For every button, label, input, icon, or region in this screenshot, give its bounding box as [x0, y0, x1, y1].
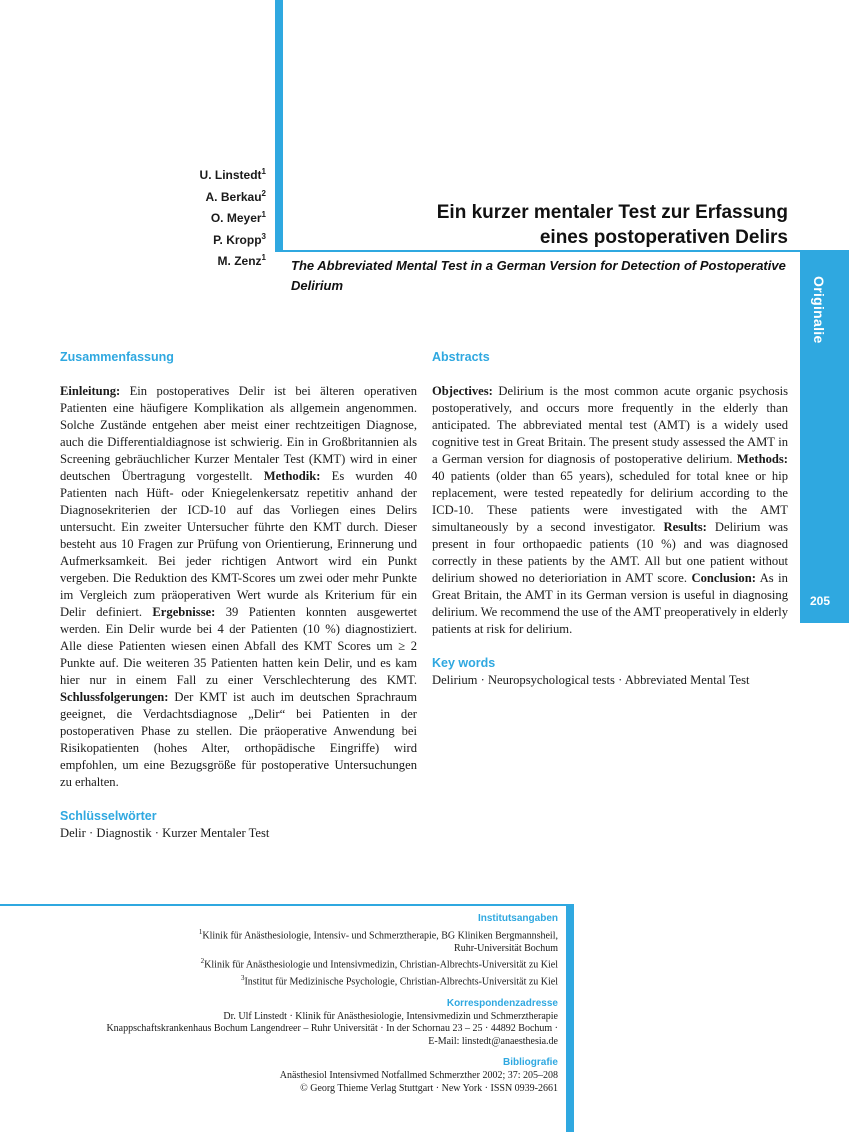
author: M. Zenz$^1$: [217, 253, 266, 268]
correspondence-email: E-Mail: linstedt@anaesthesia.de: [428, 1035, 558, 1047]
title-line: eines postoperativen Delirs: [539, 227, 788, 248]
zusammenfassung-text: Einleitung: Ein postoperatives Delir ist bei älteren operativen Patienten eine häufigere Komplikation als allgemein angenommen. Solche Zustände entgehen aber meist einer rechtzeitigen Diagnose, auch die Differentialdiagnose ist schwierig. Ein in Großbritannien als Screening gebräuchlicher Kurzer Mentaler Test (KMT) wird in einer deutschen Übertragung vorgestellt. Methodik: Es wurden 40 Patienten nach Hüft- oder Kniegelenkersatz repetitiv anhand der Diagnosekriterien der ICD-10 auf das Vorliegen eines Delirs untersucht. Ein zweiter Untersucher führte den KMT durch. Dieser besteht aus 10 Fragen zur Prüfung von Orientierung, Erinnerung und Aufmerksamkeit. Bei jeder richtigen Antwort wird ein Punkt vergeben. Die Reduktion des KMT-Scores um zwei oder mehr Punkte im Vergleich zum präoperativen Wert wurde als Kriterium für ein Delir definiert. Ergebnisse: 39 Patienten konnten ausgewertet werden. Ein Delir wurde bei 4 der Patienten (10 %) diagnostiziert. Alle diese Patienten wiesen einen Abfall des KMT Scores um ≥ 2 Punkte auf. Die weiteren 35 Patienten hatten kein Delir, und es kam hier nur in einem Fall zu einer Verschlechterung des KMT. Schlussfolgerungen: Der KMT ist auch im deutschen Sprachraum geeignet, die Verdachtsdiagnose „Delir“ bei Patienten in der postoperativen Phase zu stellen. Die präoperative Anwendung bei Risikopatienten (hohes Alter, orthopädische Eingriffe) wird empfohlen, um eine Bezugsgröße für postoperative Untersuchungen zu erhalten.: [60, 384, 418, 789]
article-footer: [18, 913, 558, 1095]
author: P. Kropp$^3$: [213, 231, 266, 247]
institutions-heading: Institutsangaben: [477, 913, 558, 924]
abstracts-heading: Abstracts: [432, 350, 490, 364]
article-subtitle: The Abbreviated Mental Test in a German Version for Detection of Postoperative Delirium: [291, 258, 786, 293]
copyright-line: © Georg Thieme Verlag Stuttgart · New York · ISSN 0939-2661: [300, 1082, 558, 1094]
article-title: [300, 200, 788, 250]
schluesselwoerter-text: Delir · Diagnostik · Kurzer Mentaler Test: [60, 826, 270, 840]
abstract-text: Objectives: Delirium is the most common acute organic psychosis postoperatively, and occurs more frequently in the elderly than anticipated. The abbreviated mental test (AMT) is a widely used cognitive test in Great Britain. The present study assessed the AMT in a German version for diagnosis of postoperative delirium. Methods: 40 patients (older than 65 years), scheduled for total knee or hip replacement, were tested repeatedly for delirium according to the ICD-10. These patients were investigated with the AMT simultaneously by a second investigator. Results: Delirium was present in four orthopaedic patients (10 %) and was diagnosed correctly in these patients by the AMT. All but one patient without delirium showed no deterioriation in AMT score. Conclusion: As in Great Britain, the AMT in its German version is useful in diagnosing delirium. We recommend the use of the AMT preoperatively in elderly patients at risk for delirium.: [432, 384, 788, 636]
section-label: Originalie: [811, 276, 827, 344]
institution-line: $^3$Institut für Medizinische Psychologie, Christian-Albrechts-Universität zu Kiel: [240, 974, 558, 988]
zusammenfassung-heading: Zusammenfassung: [60, 350, 174, 364]
schluesselwoerter-heading: Schlüsselwörter: [60, 809, 157, 823]
citation-line: Anästhesiol Intensivmed Notfallmed Schmerzther 2002; 37: 205–208: [279, 1069, 558, 1081]
keywords-heading: Key words: [432, 656, 496, 670]
author: A. Berkau$^2$: [205, 188, 266, 204]
author: U. Linstedt$^1$: [199, 167, 266, 182]
footer-rule: [0, 904, 572, 906]
footer-accent-bar: [566, 904, 574, 1132]
keywords-text: Delirium · Neuropsychological tests · Abbreviated Mental Test: [432, 673, 750, 687]
author: O. Meyer$^1$: [210, 210, 266, 225]
correspondence-heading: Korrespondenzadresse: [446, 997, 558, 1009]
title-line: Ein kurzer mentaler Test zur Erfassung: [436, 202, 788, 223]
correspondence-line: Knappschaftskrankenhaus Bochum Langendreer – Ruhr Universität · In der Schornau 23 – 25 · 44892 Bochum ·: [106, 1023, 558, 1035]
institution-line: $^2$Klinik für Anästhesiologie und Intensivmedizin, Christian-Albrechts-Universität zu Kiel: [200, 957, 558, 971]
english-abstract-column: [432, 349, 788, 689]
accent-vertical-bar: [275, 0, 283, 251]
german-abstract-column: [60, 349, 417, 842]
bibliography-heading: Bibliografie: [502, 1057, 558, 1069]
page-number: 205: [809, 594, 831, 608]
institution-line: $^1$Klinik für Anästhesiologie, Intensiv- und Schmerztherapie, BG Kliniken Bergmannsheil,: [198, 927, 558, 941]
author-list: [200, 163, 266, 271]
institution-line: Ruhr-Universität Bochum: [454, 942, 558, 954]
title-rule: [275, 250, 849, 252]
correspondence-line: Dr. Ulf Linstedt · Klinik für Anästhesiologie, Intensivmedizin und Schmerztherapie: [223, 1010, 558, 1022]
